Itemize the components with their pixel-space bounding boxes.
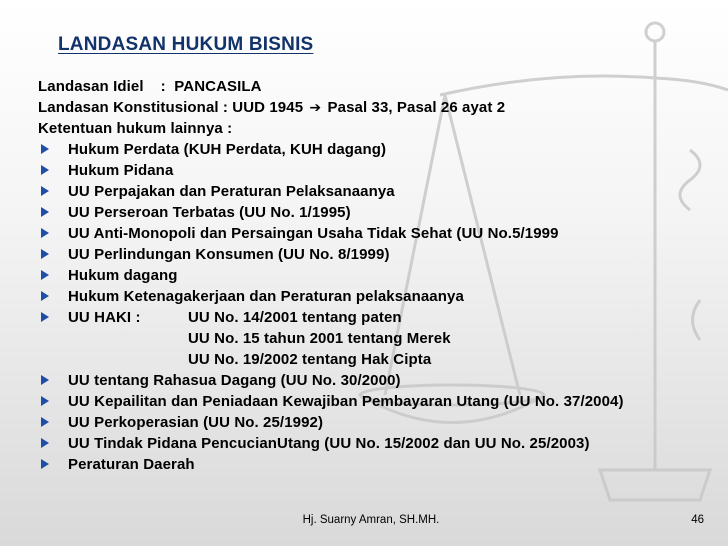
haki-line: UU No. 15 tahun 2001 tentang Merek [188,330,451,347]
list-item: Hukum Ketenagakerjaan dan Peraturan pelaksanaanya [38,286,708,307]
list-item: Hukum Pidana [38,160,708,181]
triangle-bullet-icon [41,459,49,469]
landasan-konstitusional-value-b: Pasal 33, Pasal 26 ayat 2 [327,99,506,116]
slide-body [38,76,708,475]
triangle-bullet-icon [41,438,49,448]
triangle-bullet-icon [41,144,49,154]
triangle-bullet-icon [41,396,49,406]
list-item: Hukum dagang [38,265,708,286]
triangle-bullet-icon [41,186,49,196]
list-item: UU Tindak Pidana PencucianUtang (UU No. 15/2002 dan UU No. 25/2003) [38,433,668,454]
law-list [38,139,708,475]
landasan-idiel-label: Landasan Idiel : [38,78,175,95]
list-item-haki [38,307,708,328]
haki-line: UU No. 19/2002 tentang Hak Cipta [188,351,432,368]
list-item: UU Kepailitan dan Peniadaan Kewajiban Pembayaran Utang (UU No. 37/2004) [38,391,668,412]
list-item: Peraturan Daerah [38,454,708,475]
triangle-bullet-icon [41,228,49,238]
list-item: UU Perseroan Terbatas (UU No. 1/1995) [38,202,708,223]
haki-label: UU HAKI : [68,309,141,326]
list-item: UU Anti-Monopoli dan Persaingan Usaha Tidak Sehat (UU No.5/1999 [38,223,708,244]
list-item: UU Perpajakan dan Peraturan Pelaksanaanya [38,181,708,202]
footer-author: Hj. Suarny Amran, SH.MH. [302,514,440,526]
list-item: Hukum Perdata (KUH Perdata, KUH dagang) [38,139,708,160]
ketentuan-lainnya-label: Ketentuan hukum lainnya : [38,120,233,137]
triangle-bullet-icon [41,207,49,217]
list-item: UU Perlindungan Konsumen (UU No. 8/1999) [38,244,708,265]
triangle-bullet-icon [41,417,49,427]
landasan-konstitusional-value-a: UUD 1945 [232,99,304,116]
landasan-idiel-value: PANCASILA [174,78,262,95]
haki-line: UU No. 14/2001 tentang paten [188,309,402,326]
slide-title: LANDASAN HUKUM BISNIS [58,34,314,55]
haki-continuation [38,328,708,349]
arrow-right-icon: ➔ [309,99,322,115]
triangle-bullet-icon [41,165,49,175]
landasan-konstitusional-label: Landasan Konstitusional : [38,99,233,116]
haki-continuation [38,349,708,370]
list-item: UU tentang Rahasua Dagang (UU No. 30/2000) [38,370,708,391]
triangle-bullet-icon [41,291,49,301]
triangle-bullet-icon [41,312,49,322]
list-item: UU Perkoperasian (UU No. 25/1992) [38,412,708,433]
triangle-bullet-icon [41,375,49,385]
triangle-bullet-icon [41,249,49,259]
triangle-bullet-icon [41,270,49,280]
page-number: 46 [691,514,704,526]
landasan-konstitusional-line [38,97,708,118]
haki-row [68,307,708,328]
landasan-idiel-line [38,76,708,97]
